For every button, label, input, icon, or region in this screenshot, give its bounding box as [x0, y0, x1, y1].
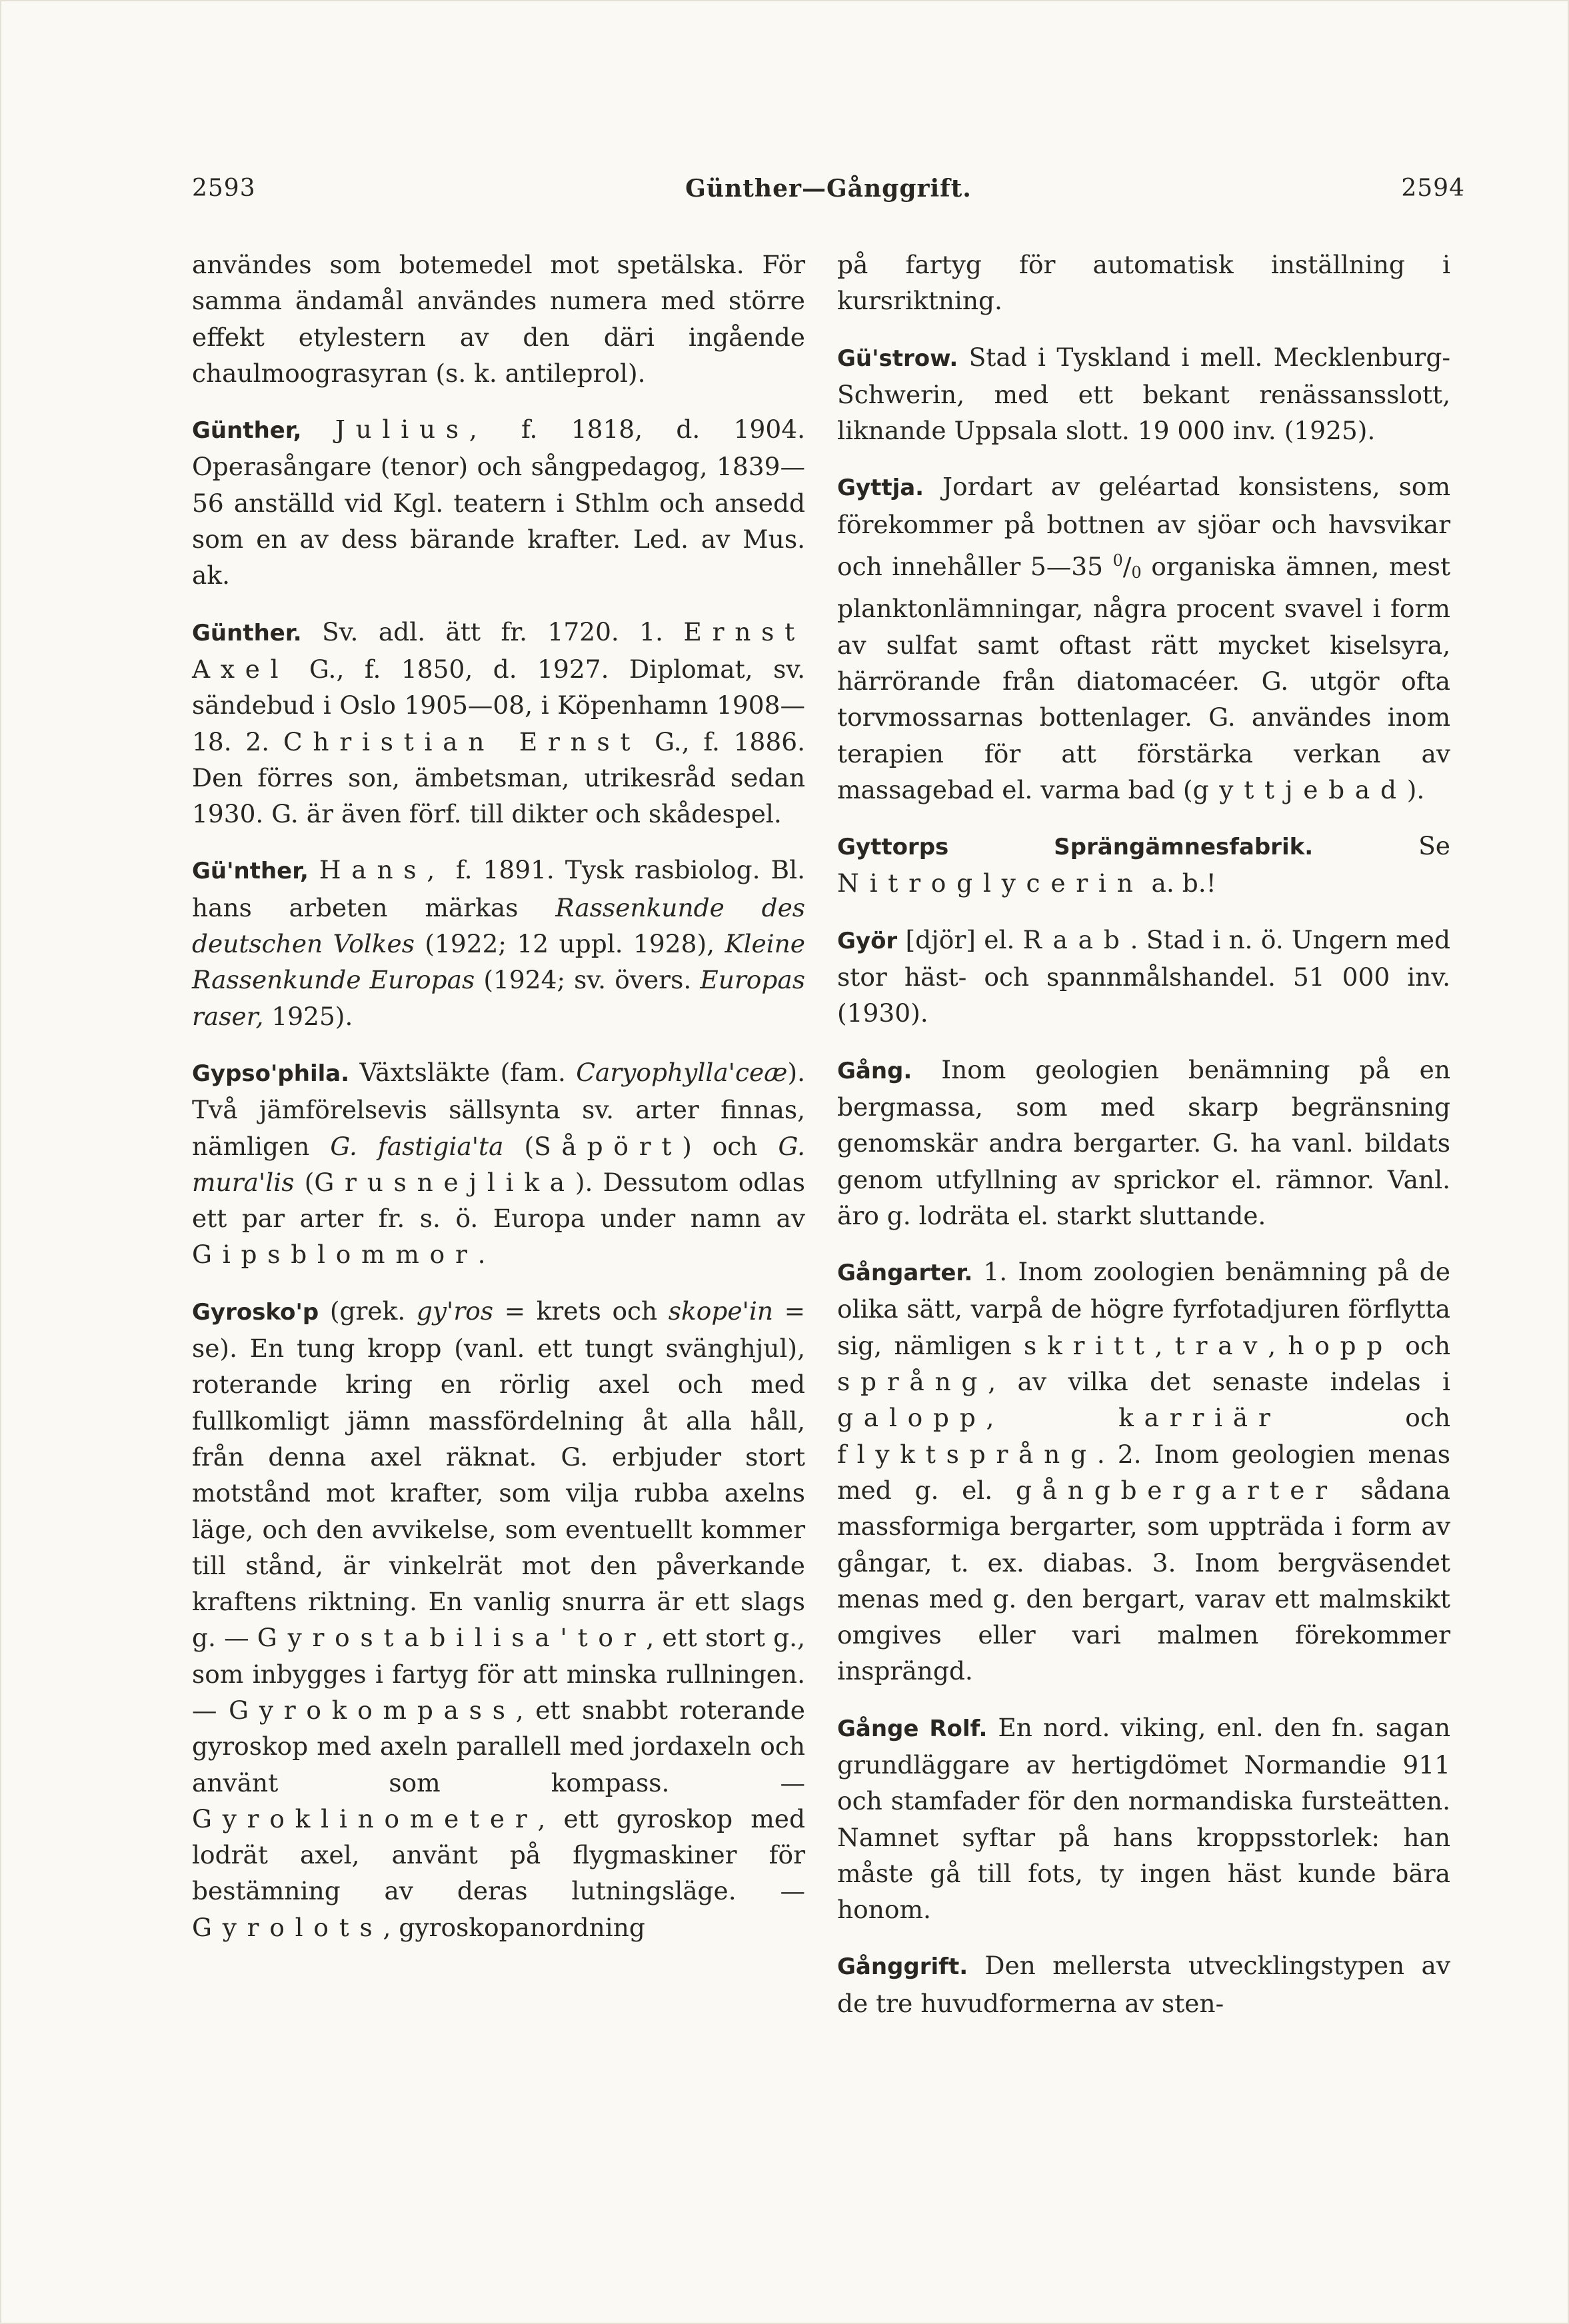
- entry-text: på fartyg för automatisk inställning i kursriktning.: [837, 250, 1450, 316]
- running-title: Günther—Gånggrift.: [685, 175, 972, 203]
- entry-text: användes som botemedel mot spetälska. För samma ändamål användes numera med större effekt etylestern av den däri ingående chaulmoograsyran (s. k. antileprol).: [192, 250, 805, 388]
- spaced-name: språng: [837, 1367, 988, 1397]
- spaced-name: karriär: [1118, 1403, 1281, 1433]
- entry-text: , ett snabbt roterande gyroskop med axeln parallell med jordaxeln och använt som kompass. —: [192, 1695, 806, 1797]
- entry-text: Jordart av geléartad konsistens, som förekommer på bottnen av sjöar och havsvikar och innehåller 5—35: [837, 472, 1451, 582]
- spaced-name: Julius,: [335, 415, 488, 445]
- entry-text: och: [1405, 1403, 1451, 1433]
- italic-term: G. mura'lis: [192, 1131, 806, 1197]
- entry-continuation: [837, 247, 1450, 319]
- entry-text: G., f. 1850, d. 1927. Diplomat, sv. sändebud i Oslo 1905—08, i Köpenhamn 1908—18. 2.: [192, 654, 805, 756]
- entry-gunther-hans: [192, 852, 805, 1034]
- entry-gang: [837, 1052, 1450, 1234]
- entry-gypsophila: [192, 1054, 805, 1273]
- entry-text: ). Dessutom odlas ett par arter fr. s. ö. Europa under namn av: [192, 1167, 806, 1234]
- entry-text: sådana massformiga bergarter, som uppträda i form av gångar, t. ex. diabas. 3. Inom bergväsendet menas med g. den bergart, varav ett malmskikt omgives eller vari malmen förekommer insprängd.: [837, 1475, 1451, 1686]
- entry-text: och: [1405, 1330, 1450, 1360]
- entry-text: .: [477, 1240, 486, 1270]
- entry-gunther-family: [192, 614, 805, 832]
- entry-text: (grek.: [329, 1296, 406, 1326]
- entry-headword: Gyttja.: [837, 475, 924, 502]
- entry-text: ). Två jämförelsevis sällsynta sv. arter finnas, nämligen: [192, 1057, 805, 1161]
- entry-text: ,: [1268, 1330, 1276, 1360]
- entry-gyttorps: [837, 828, 1450, 902]
- entry-headword: Gång.: [837, 1057, 912, 1084]
- entry-headword: Györ: [837, 927, 898, 954]
- spaced-name: galopp: [837, 1403, 986, 1433]
- entry-text: 1925).: [271, 1001, 353, 1031]
- entry-gustrow: [837, 339, 1450, 449]
- spaced-name: Grusnejlika: [314, 1167, 575, 1197]
- entry-text: (: [304, 1167, 315, 1197]
- left-column: [192, 247, 805, 1965]
- entry-text: , ett gyroskop med lodrät axel, använt på flygmaskiner för bestämning av deras lutningsläge. —: [192, 1803, 805, 1906]
- entry-text: Den mellersta utvecklingstypen av de tre huvudformerna av sten-: [837, 1951, 1451, 2018]
- spaced-name: gyttjebad: [1192, 774, 1407, 804]
- spaced-name: gångbergarter: [1015, 1475, 1338, 1505]
- entry-text: En nord. viking, enl. den fn. sagan grundläggare av hertigdömet Normandie 911 och stamfader för den normandiska fursteätten. Namnet syftar på hans kroppsstorlek: han måste gå till fots, ty ingen häst kunde bära honom.: [837, 1712, 1450, 1925]
- entry-text: f. 1818, d. 1904. Operasångare (tenor) och sångpedagog, 1839—56 anställd vid Kgl. teatern i Sthlm och ansedd som en av dess bärande krafter. Led. av Mus. ak.: [192, 415, 806, 590]
- italic-title: Rassenkunde des deutschen Volkes: [192, 892, 806, 959]
- entry-text: Växtsläkte (fam.: [359, 1057, 566, 1087]
- entry-continuation: [192, 247, 805, 391]
- italic-term: skope'in: [668, 1296, 773, 1326]
- entry-text: , gyroskopanordning: [383, 1912, 645, 1942]
- percent-sup: 0: [1112, 551, 1123, 571]
- entry-text: Se: [1418, 831, 1450, 861]
- entry-text: ) och: [682, 1131, 758, 1161]
- entry-gange-rolf: [837, 1710, 1450, 1928]
- entry-headword: Gü'nther,: [192, 858, 309, 885]
- entry-headword: Günther,: [192, 417, 302, 445]
- italic-term: gy'ros: [416, 1296, 494, 1326]
- spaced-name: Gyroklinometer: [192, 1803, 538, 1833]
- entry-text: [djör] el.: [905, 924, 1015, 954]
- entry-ganggrift: [837, 1947, 1450, 2021]
- entry-gyroskop: [192, 1293, 805, 1945]
- spaced-name: Gipsblommor: [192, 1240, 478, 1270]
- entry-headword: Gyrosko'p: [192, 1298, 319, 1326]
- spaced-name: Nitroglycerin: [837, 868, 1144, 898]
- entry-text: f. 1891. Tysk rasbiolog. Bl. hans arbeten märkas: [192, 855, 806, 922]
- spaced-name: Christian Ernst: [283, 726, 641, 756]
- entry-text: . 2. Inom geologien menas med g. el.: [837, 1439, 1450, 1505]
- italic-title: Europas raser,: [192, 965, 805, 1031]
- entry-text: (1924; sv. övers.: [483, 965, 692, 995]
- percent-sub: 0: [1131, 563, 1142, 582]
- spaced-name: Hans,: [319, 855, 446, 885]
- spaced-name: trav: [1174, 1330, 1268, 1360]
- entry-headword: Günther.: [192, 619, 302, 646]
- entry-text: Inom geologien benämning på en bergmassa, som med skarp begränsning genomskär andra bergarter. G. ha vanl. bildats genom utfyllning av sprickor el. rämnor. Vanl. äro g. lodräta el. starkt sluttande.: [837, 1054, 1451, 1230]
- entry-text: a. b.!: [1151, 868, 1216, 898]
- entry-text: (1922; 12 uppl. 1928),: [425, 929, 715, 959]
- entry-text: organiska ämnen, mest planktonlämningar, några procent svavel i form av sulfat samt oftast rätt mycket kiselsyra, härrörande från diatomacéer. G. utgör ofta torvmossarnas bottenlager. G. användes inom terapien för att förstärka verkan av massagebad el. varma bad (: [837, 552, 1451, 804]
- entry-headword: Gü'strow.: [837, 345, 958, 372]
- entry-text: G., f. 1886. Den förres son, ämbetsman, utrikesråd sedan 1930. G. är även förf. till dikter och skådespel.: [192, 726, 805, 829]
- page-number-right: 2594: [1401, 175, 1465, 202]
- spaced-name: Raab: [1022, 924, 1130, 954]
- entry-text: 1. Inom zoologien benämning på de olika sätt, varpå de högre fyrfotadjuren förflytta sig, nämligen: [837, 1257, 1450, 1360]
- entry-headword: Gångarter.: [837, 1260, 973, 1287]
- entry-gangarter: [837, 1254, 1450, 1690]
- entry-text: = se). En tung kropp (vanl. ett tungt svänghjul), roterande kring en rörlig axel och med fullkomligt jämn massfördelning åt alla håll, från denna axel räknat. G. erbjuder stort motstånd mot krafter, som vilja rubba axelns läge, och den avvikelse, som eventuellt kommer till stånd, är vinkelrät mot den påverkande kraftens riktning. En vanlig snurra är ett slags g. —: [192, 1296, 805, 1653]
- entry-headword: Gypso'phila.: [192, 1060, 350, 1087]
- entry-text: , ett stort g., som inbygges i fartyg för att minska rullningen. —: [192, 1623, 806, 1725]
- page-number-left: 2593: [192, 175, 256, 202]
- entry-gyttja: Gyttja. Jordart av geléartad konsistens, som förekommer på bottnen av sjöar och havsvikar och innehåller 5—35 $^0$/0 organiska ämnen, mest planktonlämningar, några procent svavel i form av sulfat samt oftast rätt mycket kiselsyra, härrörande från diatomacéer. G. utgör ofta torvmossarnas bottenlager. G. användes inom terapien för att förstärka verkan av massagebad el. varma bad (gyttjebad).: [837, 472, 1451, 804]
- spaced-name: Gyrokompass: [229, 1695, 516, 1725]
- entry-headword: Gånggrift.: [837, 1953, 968, 1981]
- entry-gunther-julius: [192, 411, 805, 593]
- entry-text: = krets och: [504, 1296, 658, 1326]
- spaced-name: Ernst Axel: [192, 616, 805, 684]
- spaced-name: flyktsprång: [837, 1439, 1097, 1469]
- spaced-name: Såpört: [534, 1131, 683, 1161]
- entry-text: ,: [986, 1403, 994, 1433]
- italic-term: Caryophylla'ceæ: [576, 1057, 788, 1087]
- entry-headword: Gyttorps Sprängämnesfabrik.: [837, 834, 1314, 861]
- entry-text: . Stad i n. ö. Ungern med stor häst- och spannmålshandel. 51 000 inv. (1930).: [837, 924, 1451, 1028]
- entry-text: ,: [1154, 1330, 1163, 1360]
- spaced-name: hopp: [1288, 1330, 1394, 1360]
- entry-text: Sv. adl. ätt fr. 1720. 1.: [322, 616, 664, 646]
- entry-text: (: [524, 1131, 535, 1161]
- spaced-name: Gyrolots: [192, 1912, 383, 1942]
- entry-text: , av vilka det senaste indelas i: [988, 1367, 1450, 1397]
- spaced-name: Gyrostabilisa'tor: [257, 1623, 647, 1653]
- italic-term: G. fastigia'ta: [330, 1131, 504, 1161]
- right-column: [837, 247, 1450, 2041]
- entry-text: ).: [1406, 774, 1425, 804]
- italic-title: Kleine Rassenkunde Europas: [192, 929, 805, 995]
- entry-text: Stad i Tyskland i mell. Mecklenburg-Schwerin, med ett bekant renässansslott, liknande Uppsala slott. 19 000 inv. (1925).: [837, 342, 1451, 446]
- running-head: [192, 175, 1465, 215]
- spaced-name: skritt: [1023, 1330, 1155, 1360]
- entry-gyor: [837, 922, 1450, 1032]
- entry-headword: Gånge Rolf.: [837, 1715, 988, 1742]
